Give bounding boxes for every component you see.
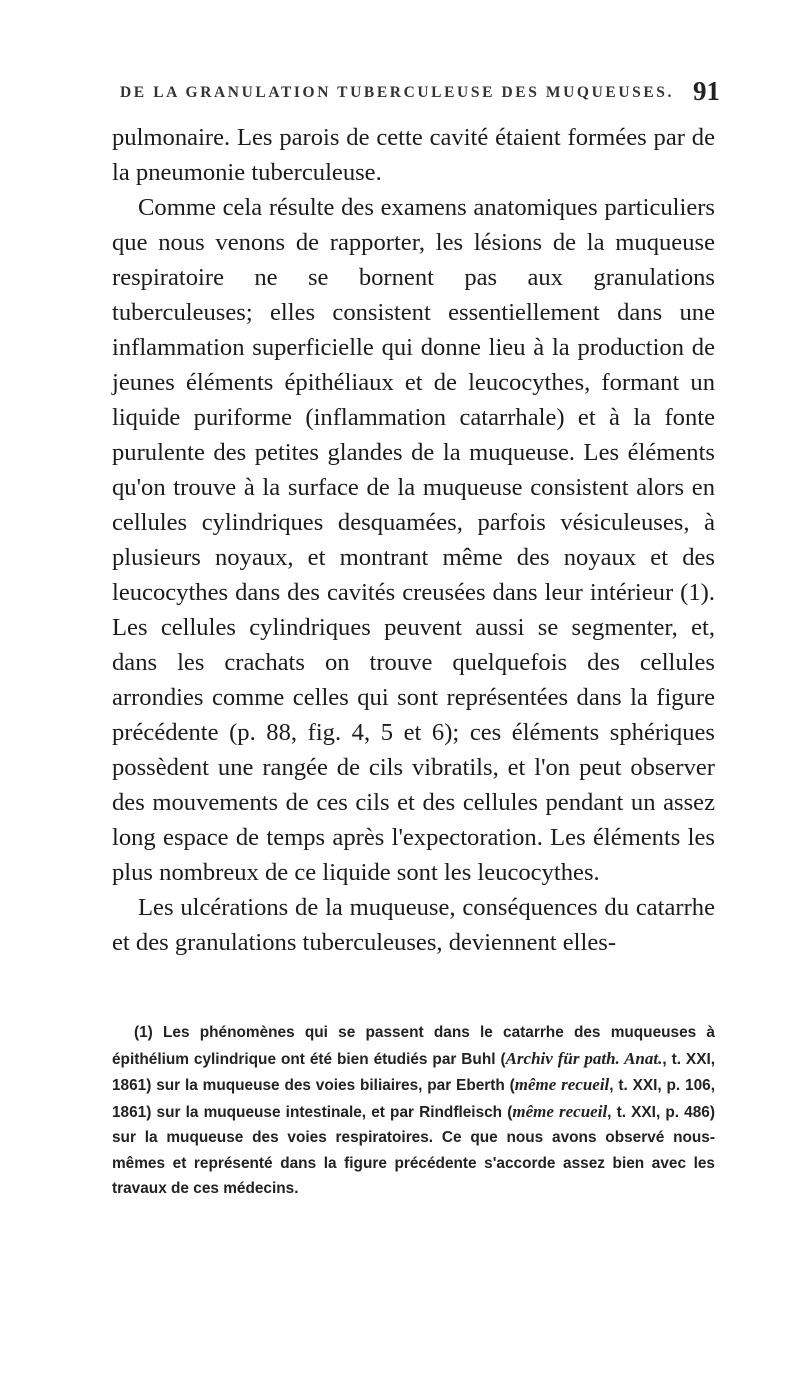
paragraph: Les ulcérations de la muqueuse, conséquences du catarrhe et des granulations tuberculeuses, deviennent elles- — [112, 894, 715, 956]
footnote-citation: même recueil — [512, 1101, 608, 1121]
footnote-text: , t. XXI, 1861) sur la muqueuse des voies biliaires, par Eberth ( — [112, 1050, 716, 1094]
footnote-text: , t. XXI, p. 486) sur la muqueuse des voies respiratoires. Ce que nous avons observé nous-mêmes et représenté dans la figure précédente s'accorde assez bien avec les travaux de ces médecins. — [112, 1103, 715, 1197]
footnote-citation: même recueil — [514, 1075, 610, 1094]
footnote-citation: Archiv für path. Anat. — [505, 1048, 663, 1068]
footnote-text: (1) Les phénomènes qui se passent dans le catarrhe des muqueuses à épithélium cylindrique ont été bien étudiés par Buhl ( — [112, 1024, 715, 1068]
paragraph: pulmonaire. Les parois de cette cavité étaient formées par de la pneumonie tuberculeuse. — [112, 124, 715, 186]
paragraph: Comme cela résulte des examens anatomiques particuliers que nous venons de rapporter, les lésions de la muqueuse respiratoire ne se bornent pas aux granulations tuberculeuses; elles consistent essentiellement dans une inflammation superficielle qui donne lieu à la production de jeunes éléments épithéliaux et de leucocythes, formant un liquide puriforme (inflammation catarrhale) et à la fonte purulente des petites glandes de la muqueuse. Les éléments qu'on trouve à la surface de la muqueuse consistent alors en cellules cylindriques desquamées, parfois vésiculeuses, à plusieurs noyaux, et montrant même des noyaux et des leucocythes dans des cavités creusées dans leur intérieur (1). Les cellules cylindriques peuvent aussi se segmenter, et, dans les crachats on trouve quelquefois des cellules arrondies comme celles qui sont représentées dans la figure précédente (p. 88, fig. 4, 5 et 6); ces éléments sphériques possèdent une rangée de cils vibratils, et l'on peut observer des mouvements de ces cils et des cellules pendant un assez long espace de temps après l'expectoration. Les éléments les plus nombreux de ce liquide sont les leucocythes. — [112, 194, 715, 886]
page-number: 91 — [693, 76, 720, 106]
running-title: DE LA GRANULATION TUBERCULEUSE DES MUQUEUSES. — [120, 84, 674, 101]
main-text — [112, 120, 715, 960]
running-header — [120, 76, 720, 116]
footnote-text: , t. XXI, p. 106, 1861) sur la muqueuse intestinale, et par Rindfleisch ( — [112, 1077, 715, 1121]
footnotes — [112, 1020, 715, 1202]
footnote-1 — [112, 1020, 715, 1202]
